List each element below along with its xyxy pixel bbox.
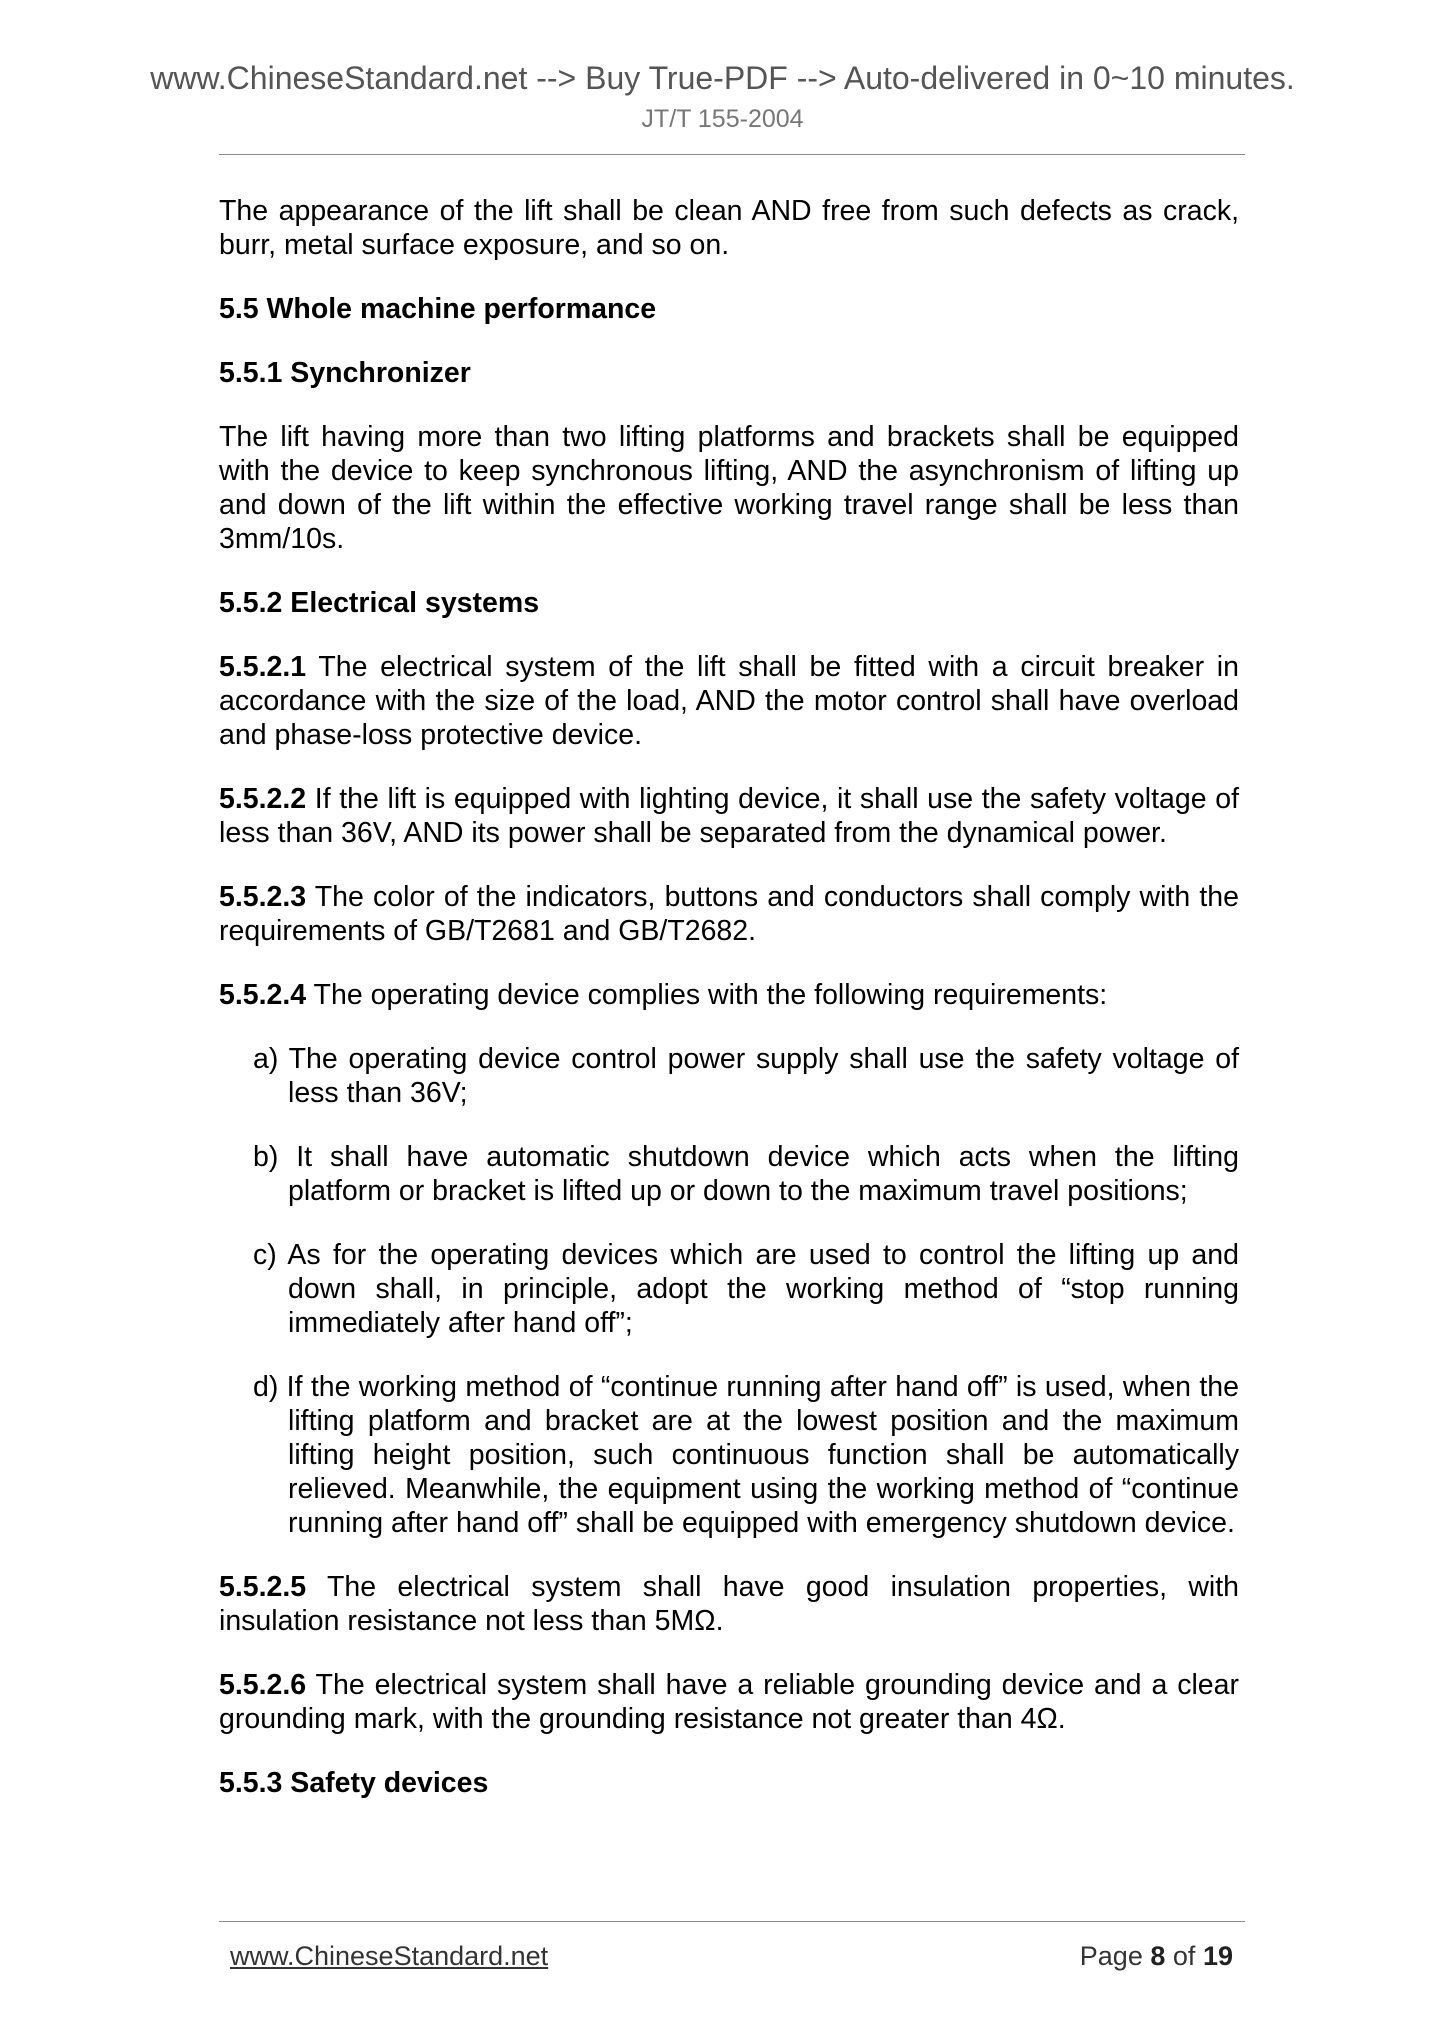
clause-number: 5.5.2.3	[219, 881, 307, 913]
header-divider	[219, 154, 1245, 155]
heading-5-5: 5.5 Whole machine performance	[219, 293, 657, 325]
clause-text: The electrical system shall have good insulation properties, with insulation resistance not less than 5MΩ.	[219, 1571, 1239, 1637]
clause-number: 5.5.2.1	[219, 651, 307, 683]
heading-5-5-2: 5.5.2 Electrical systems	[219, 587, 540, 619]
clause-text: The electrical system shall have a reliable grounding device and a clear grounding mark, with the grounding resistance not greater than 4Ω.	[219, 1669, 1239, 1735]
clause-5-5-2-1	[219, 650, 1239, 752]
clause-text: The electrical system of the lift shall be fitted with a circuit breaker in accordance with the size of the load, AND the motor control shall have overload and phase-loss protective device.	[219, 651, 1239, 751]
intro-paragraph: The appearance of the lift shall be clean AND free from such defects as crack, burr, metal surface exposure, and so on.	[219, 195, 1239, 261]
page-word: Page	[1079, 1941, 1143, 1971]
footer-divider	[219, 1921, 1245, 1922]
footer-website-link[interactable]: www.ChineseStandard.net	[230, 1941, 549, 1971]
list-item-b: b) It shall have automatic shutdown device which acts when the lifting platform or bracket is lifted up or down to the maximum travel positions;	[253, 1141, 1239, 1207]
list-item-c: c) As for the operating devices which are used to control the lifting up and down shall, in principle, adopt the working method of “stop running immediately after hand off”;	[253, 1239, 1239, 1339]
standard-code: JT/T 155-2004	[641, 105, 804, 133]
heading-5-5-1: 5.5.1 Synchronizer	[219, 357, 471, 389]
page-current: 8	[1150, 1941, 1166, 1971]
header-banner: www.ChineseStandard.net --> Buy True-PDF --> Auto-delivered in 0~10 minutes.	[150, 60, 1295, 96]
clause-5-5-2-6	[219, 1668, 1239, 1736]
clause-5-5-2-4	[219, 978, 1239, 1012]
clause-number: 5.5.2.6	[219, 1669, 307, 1701]
clause-text: The color of the indicators, buttons and conductors shall comply with the requirements of GB/T2681 and GB/T2682.	[219, 881, 1239, 947]
clause-5-5-2-5	[219, 1570, 1239, 1638]
clause-number: 5.5.2.4	[219, 979, 307, 1011]
clause-text: If the lift is equipped with lighting device, it shall use the safety voltage of less than 36V, AND its power shall be separated from the dynamical power.	[219, 783, 1239, 849]
clause-number: 5.5.2.2	[219, 783, 307, 815]
clause-5-5-2-2	[219, 782, 1239, 850]
page-total: 19	[1202, 1941, 1233, 1971]
clause-5-5-2-3	[219, 880, 1239, 948]
list-item-d: d) If the working method of “continue running after hand off” is used, when the lifting platform and bracket are at the lowest position and the maximum lifting height position, such continuous function shall be automatically relieved. Meanwhile, the equipment using the working method of “continue running after hand off” shall be equipped with emergency shutdown device.	[253, 1371, 1239, 1539]
heading-5-5-3: 5.5.3 Safety devices	[219, 1767, 489, 1799]
paragraph-5-5-1: The lift having more than two lifting platforms and brackets shall be equipped with the device to keep synchronous lifting, AND the asynchronism of lifting up and down of the lift within the effective working travel range shall be less than 3mm/10s.	[219, 421, 1239, 555]
page-indicator	[1080, 1939, 1233, 1973]
page-of: of	[1172, 1941, 1196, 1971]
clause-number: 5.5.2.5	[219, 1571, 307, 1603]
list-item-a: a) The operating device control power supply shall use the safety voltage of less than 36V;	[253, 1043, 1239, 1109]
document-body	[219, 194, 1239, 1830]
clause-text: The operating device complies with the following requirements:	[306, 979, 1108, 1011]
